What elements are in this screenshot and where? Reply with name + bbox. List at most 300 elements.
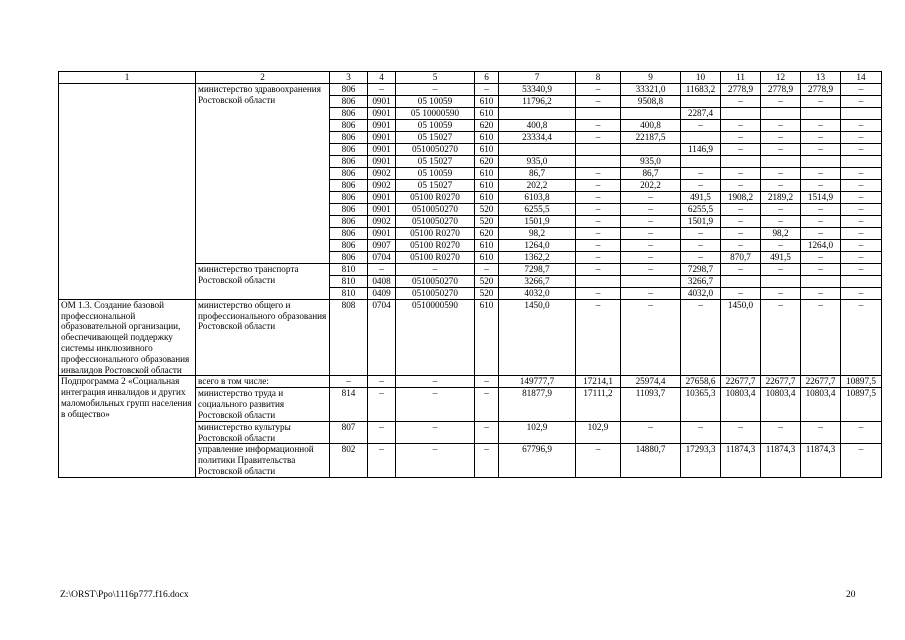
value-cell: – xyxy=(681,251,721,263)
value-cell: – xyxy=(761,239,801,251)
value-cell: – xyxy=(681,179,721,191)
budget-table xyxy=(58,71,882,478)
value-cell: 0901 xyxy=(368,227,396,239)
value-cell xyxy=(681,155,721,167)
value-cell: – xyxy=(841,191,882,203)
value-cell: – xyxy=(841,251,882,263)
value-cell: 22187,5 xyxy=(621,131,681,143)
value-cell: – xyxy=(576,191,621,203)
value-cell: 22677,7 xyxy=(801,376,841,388)
header-cell: 12 xyxy=(761,72,801,84)
value-cell: – xyxy=(576,119,621,131)
value-cell: – xyxy=(721,131,761,143)
value-cell: 520 xyxy=(475,287,499,299)
value-cell xyxy=(761,155,801,167)
value-cell: – xyxy=(721,239,761,251)
value-cell: 10803,4 xyxy=(801,388,841,421)
value-cell: – xyxy=(621,263,681,275)
header-cell: 2 xyxy=(196,72,330,84)
value-cell: 610 xyxy=(475,251,499,263)
value-cell: – xyxy=(761,263,801,275)
header-cell: 4 xyxy=(368,72,396,84)
value-cell: – xyxy=(841,203,882,215)
value-cell: – xyxy=(761,299,801,376)
page-number: 20 xyxy=(846,590,856,600)
value-cell xyxy=(681,95,721,107)
value-cell: – xyxy=(576,167,621,179)
value-cell: 0901 xyxy=(368,131,396,143)
value-cell: – xyxy=(368,444,396,477)
value-cell: – xyxy=(330,376,368,388)
value-cell xyxy=(681,131,721,143)
value-cell: – xyxy=(721,227,761,239)
header-cell: 13 xyxy=(801,72,841,84)
value-cell: 806 xyxy=(330,143,368,155)
value-cell: – xyxy=(761,203,801,215)
value-cell xyxy=(841,155,882,167)
value-cell: – xyxy=(396,376,475,388)
value-cell: 491,5 xyxy=(681,191,721,203)
value-cell: – xyxy=(841,131,882,143)
program-cell: ОМ 1.3. Создание базовой профессиональной образовательной организации, обеспечивающей поддержку системы инклюзивного профессионального образования инвалидов Ростовской области xyxy=(59,299,196,376)
value-cell: 17293,3 xyxy=(681,444,721,477)
value-cell: – xyxy=(761,131,801,143)
value-cell: 806 xyxy=(330,107,368,119)
value-cell: 806 xyxy=(330,167,368,179)
value-cell: – xyxy=(841,287,882,299)
value-cell: – xyxy=(576,131,621,143)
value-cell: 3266,7 xyxy=(681,275,721,287)
value-cell: – xyxy=(801,179,841,191)
value-cell: – xyxy=(841,239,882,251)
value-cell: – xyxy=(621,287,681,299)
value-cell: 102,9 xyxy=(499,421,576,444)
value-cell: 810 xyxy=(330,275,368,287)
value-cell: 6255,5 xyxy=(681,203,721,215)
value-cell: – xyxy=(475,444,499,477)
value-cell xyxy=(576,275,621,287)
value-cell: 27658,6 xyxy=(681,376,721,388)
footer-filename: Z:\ORST\Ppo\1116p777.f16.docx xyxy=(60,590,189,600)
value-cell: – xyxy=(576,95,621,107)
value-cell: 1450,0 xyxy=(721,299,761,376)
value-cell: – xyxy=(396,83,475,95)
value-cell: 7298,7 xyxy=(681,263,721,275)
value-cell: 05 10059 xyxy=(396,119,475,131)
executor-cell: министерство культуры Ростовской области xyxy=(196,421,330,444)
value-cell: 1908,2 xyxy=(721,191,761,203)
value-cell: 620 xyxy=(475,155,499,167)
value-cell: 98,2 xyxy=(499,227,576,239)
value-cell xyxy=(721,107,761,119)
value-cell: – xyxy=(721,143,761,155)
value-cell: – xyxy=(576,179,621,191)
value-cell: 610 xyxy=(475,95,499,107)
header-row xyxy=(59,72,882,84)
value-cell: – xyxy=(576,287,621,299)
value-cell: 807 xyxy=(330,421,368,444)
value-cell: – xyxy=(761,215,801,227)
value-cell: – xyxy=(396,421,475,444)
value-cell: 6255,5 xyxy=(499,203,576,215)
value-cell: 810 xyxy=(330,263,368,275)
executor-cell: управление информационной политики Правительства Ростовской области xyxy=(196,444,330,477)
value-cell: – xyxy=(761,119,801,131)
executor-cell: министерство труда и социального развития Ростовской области xyxy=(196,388,330,421)
program-cell xyxy=(59,83,196,299)
value-cell: 9508,8 xyxy=(621,95,681,107)
value-cell: 25974,4 xyxy=(621,376,681,388)
value-cell: 102,9 xyxy=(576,421,621,444)
value-cell: 11796,2 xyxy=(499,95,576,107)
value-cell: 620 xyxy=(475,227,499,239)
table-row xyxy=(59,83,882,95)
value-cell: – xyxy=(841,263,882,275)
value-cell: 400,8 xyxy=(621,119,681,131)
value-cell: 05100 R0270 xyxy=(396,191,475,203)
value-cell: 610 xyxy=(475,167,499,179)
value-cell: 202,2 xyxy=(499,179,576,191)
value-cell: 0510050270 xyxy=(396,287,475,299)
value-cell: 806 xyxy=(330,191,368,203)
value-cell xyxy=(721,275,761,287)
value-cell: 11874,3 xyxy=(761,444,801,477)
value-cell: 2778,9 xyxy=(801,83,841,95)
value-cell: – xyxy=(576,251,621,263)
value-cell: – xyxy=(368,376,396,388)
value-cell: 0901 xyxy=(368,95,396,107)
value-cell xyxy=(841,107,882,119)
value-cell: 05 10059 xyxy=(396,95,475,107)
value-cell: – xyxy=(721,287,761,299)
value-cell: – xyxy=(475,421,499,444)
value-cell: 810 xyxy=(330,287,368,299)
value-cell: – xyxy=(621,239,681,251)
value-cell: 935,0 xyxy=(621,155,681,167)
value-cell: 0902 xyxy=(368,179,396,191)
value-cell: – xyxy=(721,167,761,179)
value-cell: 0510050270 xyxy=(396,143,475,155)
value-cell: 0704 xyxy=(368,251,396,263)
value-cell: 400,8 xyxy=(499,119,576,131)
value-cell: – xyxy=(761,287,801,299)
value-cell: 4032,0 xyxy=(681,287,721,299)
value-cell: – xyxy=(721,215,761,227)
value-cell: – xyxy=(721,421,761,444)
value-cell: 0901 xyxy=(368,107,396,119)
value-cell: 05100 R0270 xyxy=(396,227,475,239)
value-cell: 53340,9 xyxy=(499,83,576,95)
value-cell: 1264,0 xyxy=(499,239,576,251)
value-cell: 22677,7 xyxy=(761,376,801,388)
value-cell: 2778,9 xyxy=(761,83,801,95)
value-cell: – xyxy=(841,299,882,376)
value-cell: – xyxy=(761,421,801,444)
value-cell: 1450,0 xyxy=(499,299,576,376)
value-cell xyxy=(621,107,681,119)
value-cell: 1501,9 xyxy=(681,215,721,227)
value-cell: – xyxy=(396,263,475,275)
executor-cell: министерство транспорта Ростовской области xyxy=(196,263,330,299)
value-cell: 149777,7 xyxy=(499,376,576,388)
value-cell: 870,7 xyxy=(721,251,761,263)
value-cell: 11874,3 xyxy=(721,444,761,477)
value-cell: 0901 xyxy=(368,155,396,167)
value-cell: 10897,5 xyxy=(841,376,882,388)
header-cell: 6 xyxy=(475,72,499,84)
value-cell: – xyxy=(841,167,882,179)
value-cell: – xyxy=(721,179,761,191)
value-cell: 806 xyxy=(330,239,368,251)
value-cell: – xyxy=(801,95,841,107)
value-cell: – xyxy=(368,263,396,275)
value-cell: 806 xyxy=(330,203,368,215)
value-cell: 2778,9 xyxy=(721,83,761,95)
value-cell: 05 15027 xyxy=(396,155,475,167)
value-cell: 1264,0 xyxy=(801,239,841,251)
value-cell: 491,5 xyxy=(761,251,801,263)
value-cell: – xyxy=(475,263,499,275)
value-cell xyxy=(621,143,681,155)
value-cell: 1362,2 xyxy=(499,251,576,263)
value-cell: 1501,9 xyxy=(499,215,576,227)
value-cell: 05 10000590 xyxy=(396,107,475,119)
value-cell: – xyxy=(761,143,801,155)
value-cell: – xyxy=(576,239,621,251)
value-cell: – xyxy=(721,119,761,131)
value-cell: – xyxy=(576,203,621,215)
value-cell: – xyxy=(681,299,721,376)
value-cell: 7298,7 xyxy=(499,263,576,275)
value-cell xyxy=(801,107,841,119)
value-cell: – xyxy=(841,215,882,227)
executor-cell: всего в том числе: xyxy=(196,376,330,388)
value-cell: – xyxy=(681,239,721,251)
value-cell xyxy=(841,275,882,287)
value-cell: – xyxy=(576,227,621,239)
value-cell: 05100 R0270 xyxy=(396,239,475,251)
value-cell: 814 xyxy=(330,388,368,421)
value-cell: 802 xyxy=(330,444,368,477)
value-cell: – xyxy=(681,421,721,444)
value-cell: – xyxy=(576,299,621,376)
value-cell: 0901 xyxy=(368,119,396,131)
value-cell: 610 xyxy=(475,179,499,191)
value-cell: – xyxy=(576,263,621,275)
value-cell: – xyxy=(801,251,841,263)
value-cell: – xyxy=(475,388,499,421)
value-cell: 0901 xyxy=(368,203,396,215)
value-cell: 0902 xyxy=(368,167,396,179)
value-cell xyxy=(576,155,621,167)
value-cell xyxy=(761,275,801,287)
value-cell: – xyxy=(621,299,681,376)
value-cell: 81877,9 xyxy=(499,388,576,421)
value-cell: – xyxy=(621,227,681,239)
value-cell: – xyxy=(801,119,841,131)
value-cell: 520 xyxy=(475,275,499,287)
value-cell: 22677,7 xyxy=(721,376,761,388)
value-cell: – xyxy=(681,167,721,179)
value-cell: – xyxy=(761,179,801,191)
value-cell: 1514,9 xyxy=(801,191,841,203)
value-cell: – xyxy=(368,388,396,421)
value-cell: – xyxy=(841,143,882,155)
value-cell: 05100 R0270 xyxy=(396,251,475,263)
value-cell: – xyxy=(801,167,841,179)
value-cell: – xyxy=(721,95,761,107)
value-cell: – xyxy=(801,263,841,275)
value-cell: 610 xyxy=(475,191,499,203)
value-cell: 17214,1 xyxy=(576,376,621,388)
value-cell: 0907 xyxy=(368,239,396,251)
value-cell: 33321,0 xyxy=(621,83,681,95)
value-cell: – xyxy=(841,421,882,444)
value-cell: – xyxy=(576,215,621,227)
value-cell: 610 xyxy=(475,107,499,119)
value-cell: 2287,4 xyxy=(681,107,721,119)
value-cell: – xyxy=(368,83,396,95)
value-cell: – xyxy=(801,287,841,299)
value-cell: 11874,3 xyxy=(801,444,841,477)
value-cell: 11683,2 xyxy=(681,83,721,95)
value-cell: – xyxy=(396,444,475,477)
value-cell: – xyxy=(841,444,882,477)
value-cell: 520 xyxy=(475,203,499,215)
value-cell: 17111,2 xyxy=(576,388,621,421)
value-cell: – xyxy=(761,95,801,107)
value-cell: – xyxy=(801,227,841,239)
value-cell: 14880,7 xyxy=(621,444,681,477)
value-cell: – xyxy=(721,263,761,275)
value-cell: 2189,2 xyxy=(761,191,801,203)
value-cell: 0901 xyxy=(368,191,396,203)
value-cell: 0510050270 xyxy=(396,215,475,227)
value-cell xyxy=(721,155,761,167)
value-cell: 935,0 xyxy=(499,155,576,167)
header-cell: 8 xyxy=(576,72,621,84)
value-cell: 10365,3 xyxy=(681,388,721,421)
value-cell: – xyxy=(801,421,841,444)
value-cell: 806 xyxy=(330,83,368,95)
header-cell: 10 xyxy=(681,72,721,84)
header-cell: 3 xyxy=(330,72,368,84)
executor-cell: министерство здравоохранения Ростовской области xyxy=(196,83,330,263)
value-cell: 620 xyxy=(475,119,499,131)
executor-cell: министерство общего и профессионального образования Ростовской области xyxy=(196,299,330,376)
value-cell: 0901 xyxy=(368,143,396,155)
value-cell: 202,2 xyxy=(621,179,681,191)
value-cell: – xyxy=(801,131,841,143)
value-cell: 610 xyxy=(475,239,499,251)
value-cell: 520 xyxy=(475,215,499,227)
value-cell: 610 xyxy=(475,143,499,155)
value-cell: 806 xyxy=(330,251,368,263)
value-cell xyxy=(801,275,841,287)
value-cell: – xyxy=(576,444,621,477)
program-cell: Подпрограмма 2 «Социальная интеграция инвалидов и других маломобильных групп населения в общество» xyxy=(59,376,196,477)
value-cell: 610 xyxy=(475,299,499,376)
value-cell xyxy=(499,143,576,155)
value-cell: – xyxy=(621,251,681,263)
value-cell: – xyxy=(475,376,499,388)
value-cell: 806 xyxy=(330,179,368,191)
value-cell: – xyxy=(621,191,681,203)
value-cell: 4032,0 xyxy=(499,287,576,299)
value-cell: – xyxy=(841,83,882,95)
value-cell: 23334,4 xyxy=(499,131,576,143)
value-cell: – xyxy=(621,421,681,444)
value-cell: 05 10059 xyxy=(396,167,475,179)
value-cell: 86,7 xyxy=(499,167,576,179)
value-cell: 10897,5 xyxy=(841,388,882,421)
value-cell xyxy=(576,143,621,155)
value-cell: – xyxy=(801,215,841,227)
value-cell: – xyxy=(681,119,721,131)
value-cell: – xyxy=(801,299,841,376)
value-cell: 0510000590 xyxy=(396,299,475,376)
value-cell: 86,7 xyxy=(621,167,681,179)
table-row xyxy=(59,299,882,376)
value-cell: 10803,4 xyxy=(721,388,761,421)
value-cell: – xyxy=(681,227,721,239)
value-cell xyxy=(761,107,801,119)
value-cell: – xyxy=(475,83,499,95)
value-cell xyxy=(576,107,621,119)
value-cell: 0408 xyxy=(368,275,396,287)
header-cell: 7 xyxy=(499,72,576,84)
value-cell: 806 xyxy=(330,215,368,227)
value-cell: – xyxy=(761,167,801,179)
value-cell: 806 xyxy=(330,119,368,131)
value-cell: 806 xyxy=(330,131,368,143)
value-cell: – xyxy=(368,421,396,444)
table-row xyxy=(59,376,882,388)
value-cell: 0510050270 xyxy=(396,203,475,215)
value-cell: – xyxy=(396,388,475,421)
value-cell: – xyxy=(841,119,882,131)
value-cell: – xyxy=(841,179,882,191)
value-cell: 0902 xyxy=(368,215,396,227)
value-cell: 05 15027 xyxy=(396,179,475,191)
value-cell: 0704 xyxy=(368,299,396,376)
header-cell: 14 xyxy=(841,72,882,84)
value-cell: – xyxy=(621,215,681,227)
value-cell: 1146,9 xyxy=(681,143,721,155)
value-cell: 05 15027 xyxy=(396,131,475,143)
value-cell: 806 xyxy=(330,95,368,107)
header-cell: 1 xyxy=(59,72,196,84)
header-cell: 11 xyxy=(721,72,761,84)
value-cell: – xyxy=(576,83,621,95)
value-cell xyxy=(499,107,576,119)
header-cell: 5 xyxy=(396,72,475,84)
value-cell xyxy=(621,275,681,287)
value-cell: 67796,9 xyxy=(499,444,576,477)
value-cell: – xyxy=(801,143,841,155)
value-cell: 610 xyxy=(475,131,499,143)
value-cell: 806 xyxy=(330,155,368,167)
value-cell: – xyxy=(721,203,761,215)
value-cell: 6103,8 xyxy=(499,191,576,203)
value-cell: – xyxy=(841,95,882,107)
value-cell: – xyxy=(801,203,841,215)
value-cell: 98,2 xyxy=(761,227,801,239)
value-cell: 10803,4 xyxy=(761,388,801,421)
value-cell: 806 xyxy=(330,227,368,239)
value-cell: 0510050270 xyxy=(396,275,475,287)
value-cell: 11093,7 xyxy=(621,388,681,421)
